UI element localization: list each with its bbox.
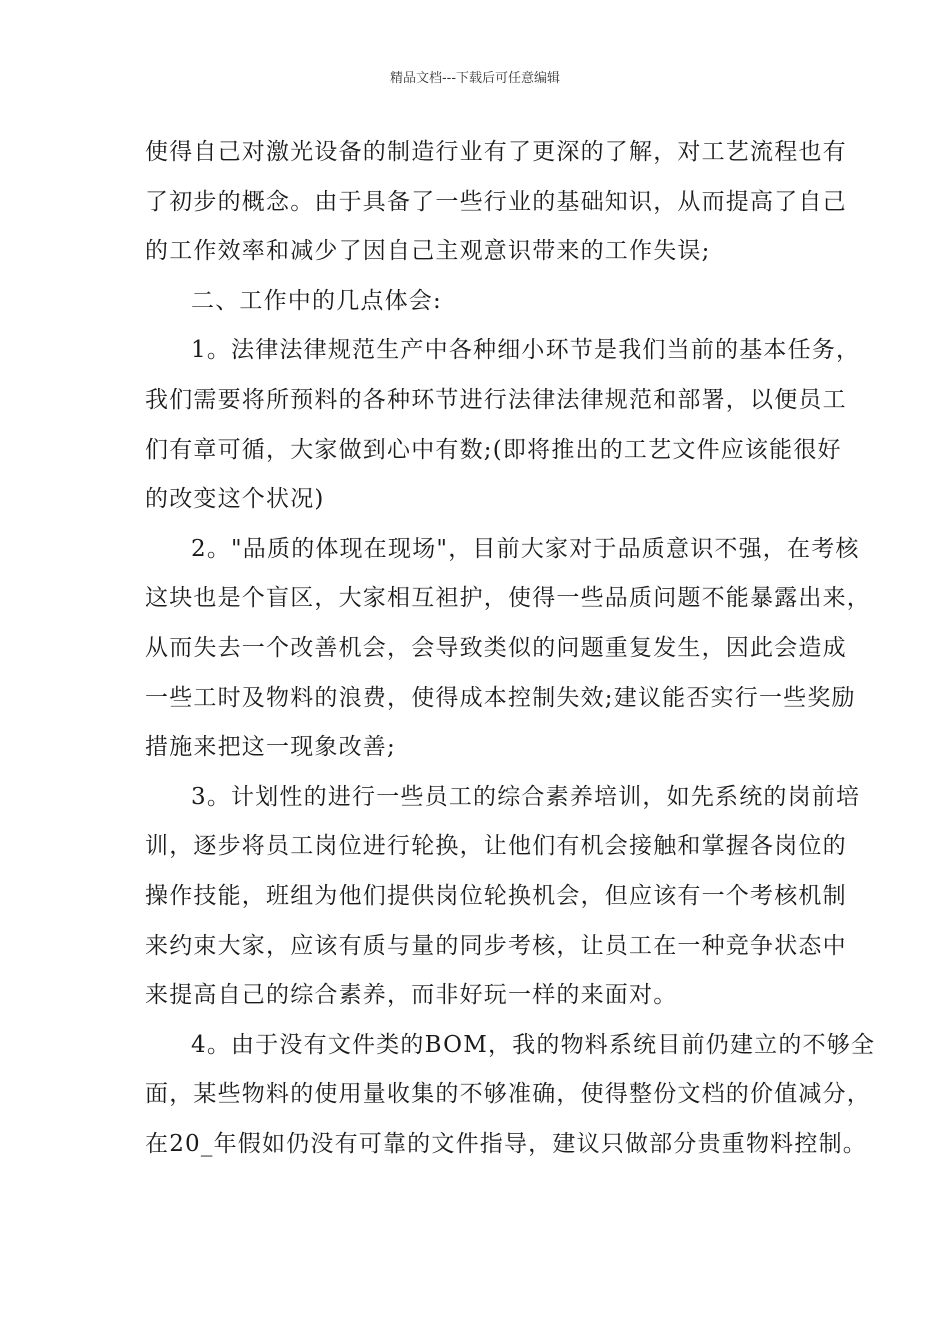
text-line: 了初步的概念。由于具备了一些行业的基础知识，从而提高了自己 bbox=[145, 188, 847, 215]
text-line: 措施来把这一现象改善; bbox=[145, 734, 396, 761]
text-line: 这块也是个盲区，大家相互袒护，使得一些品质问题不能暴露出来， bbox=[145, 585, 871, 612]
text-line: 操作技能，班组为他们提供岗位轮换机会，但应该有一个考核机制 bbox=[145, 882, 847, 909]
text-line: 来提高自己的综合素养，而非好玩一样的来面对。 bbox=[145, 982, 678, 1009]
text-line: 二、工作中的几点体会: bbox=[191, 287, 442, 314]
text-line: 一些工时及物料的浪费，使得成本控制失效;建议能否实行一些奖励 bbox=[145, 684, 856, 711]
paragraph-item-4 bbox=[145, 1021, 876, 1170]
paragraph-item-2 bbox=[145, 525, 871, 773]
text-line: 的工作效率和减少了因自己主观意识带来的工作失误; bbox=[145, 238, 711, 265]
document-body bbox=[145, 128, 876, 1169]
page-header: 精品文档---下载后可任意编辑 bbox=[389, 71, 561, 86]
text-line: 的改变这个状况) bbox=[145, 486, 325, 513]
text-line: 从而失去一个改善机会，会导致类似的问题重复发生，因此会造成 bbox=[145, 634, 847, 661]
text-line: 面，某些物料的使用量收集的不够准确，使得整份文档的价值减分， bbox=[145, 1081, 871, 1108]
text-line: 我们需要将所预料的各种环节进行法律法律规范和部署，以便员工 bbox=[145, 386, 847, 413]
text-line: 4。由于没有文件类的BOM，我的物料系统目前仍建立的不够全 bbox=[191, 1031, 876, 1058]
text-line: 来约束大家，应该有质与量的同步考核，让员工在一种竞争状态中 bbox=[145, 932, 847, 959]
text-line: 2。"品质的体现在现场"，目前大家对于品质意识不强，在考核 bbox=[191, 535, 860, 562]
paragraph-item-3 bbox=[145, 773, 861, 1021]
text-line: 使得自己对激光设备的制造行业有了更深的了解，对工艺流程也有 bbox=[145, 139, 847, 165]
text-line: 们有章可循，大家做到心中有数;(即将推出的工艺文件应该能很好 bbox=[145, 436, 842, 463]
text-line: 训，逐步将员工岗位进行轮换，让他们有机会接触和掌握各岗位的 bbox=[145, 833, 847, 860]
text-line: 1。法律法律规范生产中各种细小环节是我们当前的基本任务， bbox=[191, 337, 861, 364]
text-line: 3。计划性的进行一些员工的综合素养培训，如先系统的岗前培 bbox=[191, 783, 861, 810]
paragraph-item-1 bbox=[145, 326, 861, 524]
section-heading bbox=[145, 277, 815, 327]
paragraph-continuation bbox=[145, 128, 847, 277]
text-line: 在20_年假如仍没有可靠的文件指导，建议只做部分贵重物料控制。 bbox=[145, 1130, 867, 1157]
